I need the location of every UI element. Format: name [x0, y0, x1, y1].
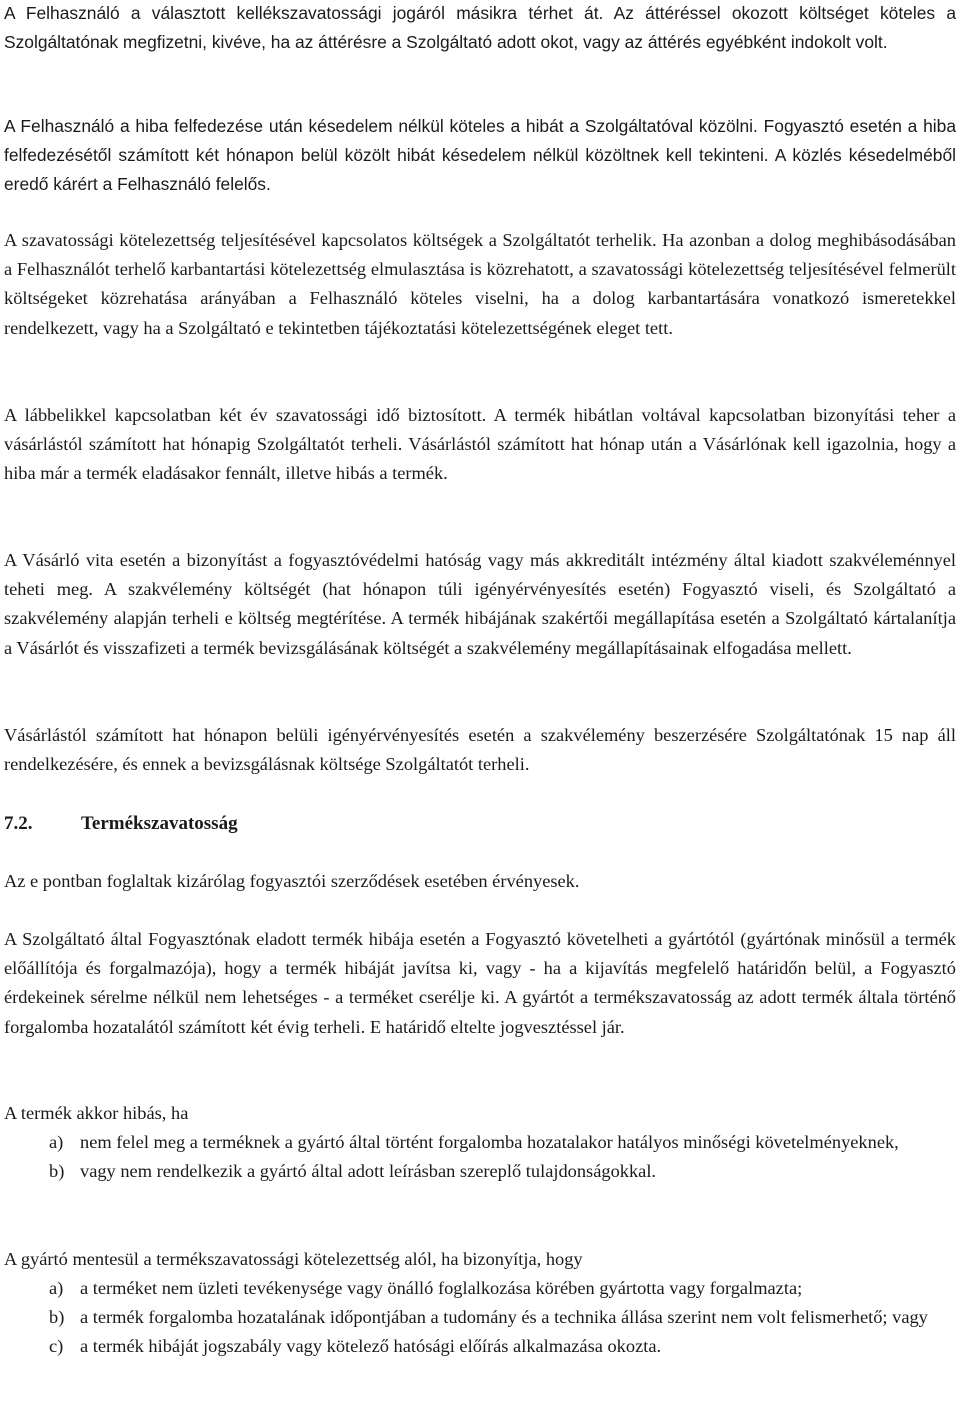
list-marker: b) — [49, 1307, 65, 1328]
section-title: Termékszavatosság — [81, 813, 238, 834]
list-item — [4, 1303, 956, 1332]
section-number: 7.2. — [4, 813, 33, 834]
list-item-text: a termék hibáját jogszabály vagy kötelező hatósági előírás alkalmazása okozta. — [80, 1336, 662, 1357]
list-item — [4, 1157, 956, 1186]
list-item — [4, 1332, 956, 1361]
paragraph-consumer-scope: Az e pontban foglaltak kizárólag fogyasztói szerződések esetében érvényesek. — [4, 871, 580, 891]
list-marker: a) — [49, 1278, 64, 1298]
list-marker: c) — [49, 1336, 64, 1357]
paragraph-defect-intro: A termék akkor hibás, ha — [4, 1103, 189, 1123]
defect-conditions-list — [4, 1128, 956, 1186]
list-item-text: a terméket nem üzleti tevékenysége vagy önálló foglalkozása körében gyártotta vagy forgalmazta; — [80, 1278, 803, 1298]
list-item-text: a termék forgalomba hozatalának időpontjában a tudomány és a technika állása szerint nem volt felismerhető; vagy — [80, 1307, 928, 1328]
list-item — [4, 1274, 956, 1303]
list-item-text: vagy nem rendelkezik a gyártó által adott leírásban szereplő tulajdonságokkal. — [80, 1161, 657, 1182]
paragraph-warranty-costs: A szavatossági kötelezettség teljesítésével kapcsolatos költségek a Szolgáltatót terhelik. Ha azonban a dolog meghibásodásában a Felhasználót terhelő karbantartási kötelezettség elmulasztása is közrehatott, a szavatossági kötelezettség teljesítésével felmerült költségeket közrehatása arányában a Felhasználó köteles viselni, ha a dolog karbantartására vonatkozó ismeretekkel rendelkezett, vagy ha a Szolgáltató e tekintetben tájékoztatási kötelezettségének eleget tett. — [4, 230, 956, 338]
list-item-text: nem felel meg a terméknek a gyártó által történt forgalomba hozatalakor hatályos minőségi követelményeknek, — [80, 1132, 899, 1152]
list-marker: a) — [49, 1132, 64, 1152]
paragraph-six-month-claim: Vásárlástól számított hat hónapon belüli igényérvényesítés esetén a szakvélemény beszerzésére Szolgáltatónak 15 nap áll rendelkezésére, és ennek a bevizsgálásnak költsége Szolgáltatót terheli. — [4, 725, 956, 775]
paragraph-footwear-warranty: A lábbelikkel kapcsolatban két év szavatossági idő biztosított. A termék hibátlan voltával kapcsolatban bizonyítási teher a vásárlástól számított hat hónapig Szolgáltatót terheli. Vásárlástól számított hat hónap után a Vásárlónak kell igazolnia, hogy a hiba már a termék eladásakor fennált, illetve hibás a termék. — [4, 405, 956, 484]
paragraph-exemption-intro: A gyártó mentesül a termékszavatossági kötelezettség alól, ha bizonyítja, hogy — [4, 1249, 583, 1269]
list-item — [4, 1128, 956, 1157]
paragraph-defect-notice: A Felhasználó a hiba felfedezése után késedelem nélkül köteles a hibát a Szolgáltatóval közölni. Fogyasztó esetén a hiba felfedezésétől számított két hónapon belül közölt hibát késedelem nélkül közöltnek kell tekinteni. A közlés késedelméből eredő kárért a Felhasználó felelős. — [4, 116, 956, 194]
list-marker: b) — [49, 1161, 65, 1182]
paragraph-product-warranty: A Szolgáltató által Fogyasztónak eladott termék hibája esetén a Fogyasztó követelheti a gyártótól (gyártónak minősül a termék előállítója és forgalmazója), hogy a termék hibáját javítsa ki, vagy - ha a kijavítás megfelelő határidőn belül, a Fogyasztó érdekeinek sérelme nélkül nem lehetséges - a terméket cserélje ki. A gyártót a termékszavatosság az adott termék általa történő forgalomba hozatalától számított két évig terheli. E határidő eltelte jogvesztéssel jár. — [4, 929, 956, 1037]
section-heading — [4, 809, 238, 838]
paragraph-right-switch: A Felhasználó a választott kellékszavatossági jogáról másikra térhet át. Az áttéréssel okozott költséget köteles a Szolgáltatónak megfizetni, kivéve, ha az áttérésre a Szolgáltató adott okot, vagy az áttérés egyébként indokolt volt. — [4, 3, 956, 52]
paragraph-expert-opinion: A Vásárló vita esetén a bizonyítást a fogyasztóvédelmi hatóság vagy más akkreditált intézmény által kiadott szakvéleménnyel teheti meg. A szakvélemény költségét (hat hónapon túli igényérvényesítés esetén) Fogyasztó viseli, és Szolgáltató a szakvélemény alapján terheli e költség megtérítése. A termék hibájának szakértői megállapítása esetén a Szolgáltató kártalanítja a Vásárlót és visszafizeti a termék bevizsgálásának költségét a szakvélemény megállapításainak elfogadása mellett. — [4, 550, 956, 658]
exemption-conditions-list — [4, 1274, 956, 1362]
